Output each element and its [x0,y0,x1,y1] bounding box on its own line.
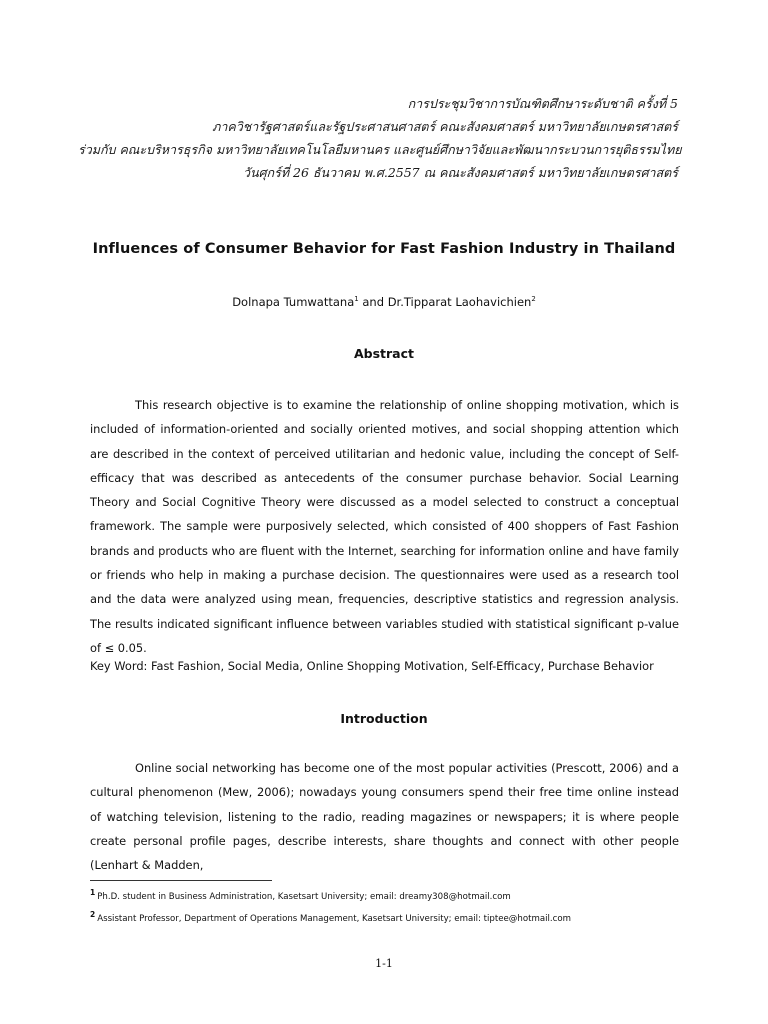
footnote-marker: 1 [354,295,359,304]
paper-title: Influences of Consumer Behavior for Fast Fashion Industry in Thailand [92,241,676,257]
footnote-mark: 2 [90,910,96,919]
author-name: Dr.Tipparat Laohavichien [387,295,532,309]
footnote [90,888,690,902]
introduction-body: Online social networking has become one of the most popular activities (Prescott, 2006) and a cultural phenomenon (Mew, 2006); nowadays young consumers spend their free time online instead of watching television, listening to the radio, reading magazines or newspapers; it is where people create personal profile pages, describe interests, share thoughts and connect with other people (Lenhart & Madden, [90,761,679,873]
keywords-text: Fast Fashion, Social Media, Online Shopping Motivation, Self-Efficacy, Purchase Behavior [151,659,654,673]
conference-header [78,92,682,184]
author-name: Dolnapa Tumwattana [232,295,355,309]
header-line: การประชุมวิชาการบัณฑิตศึกษาระดับชาติ ครั้งที่ 5 [407,96,678,111]
page-number: 1-1 [375,957,393,970]
author-joiner: and [358,295,388,309]
header-line: ร่วมกับ คณะบริหารธุรกิจ มหาวิทยาลัยเทคโนโลยีมหานคร และศูนย์ศึกษาวิจัยและพัฒนากระบวนการยุติธรรมไทย [78,142,682,157]
footnote [90,910,690,924]
footnote-divider [90,880,272,881]
abstract-heading: Abstract [353,346,415,361]
abstract-body: This research objective is to examine the relationship of online shopping motivation, which is included of information-oriented and socially oriented motives, and social shopping attention which are described in the context of perceived utilitarian and hedonic value, including the concept of Self-efficacy that was described as antecedents of the consumer purchase behavior. Social Learning Theory and Social Cognitive Theory were discussed as a model selected to construct a conceptual framework. The sample were purposively selected, which consisted of 400 shoppers of Fast Fashion brands and products who are fluent with the Internet, searching for information online and have family or friends who help in making a purchase decision. The questionnaires were used as a research tool and the data were analyzed using mean, frequencies, descriptive statistics and regression analysis. The results indicated significant influence between variables studied with statistical significant p-value of ≤ 0.05. [90,398,679,655]
keywords-line [90,659,690,673]
header-line: วันศุกร์ที่ 26 ธันวาคม พ.ศ.2557 ณ คณะสังคมศาสตร์ มหาวิทยาลัยเกษตรศาสตร์ [243,165,678,180]
footnote-marker: 2 [531,295,536,304]
header-line: ภาควิชารัฐศาสตร์และรัฐประศาสนศาสตร์ คณะสังคมศาสตร์ มหาวิทยาลัยเกษตรศาสตร์ [212,119,678,134]
footnote-mark: 1 [90,888,96,897]
footnote-text: Ph.D. student in Business Administration, Kasetsart University; email: dreamy308@hotmail.com [97,891,511,902]
footnote-text: Assistant Professor, Department of Operations Management, Kasetsart University; email: tiptee@hotmail.com [97,913,571,924]
keywords-label: Key Word: [90,659,148,673]
introduction-heading: Introduction [340,711,428,726]
author-line [0,295,768,309]
